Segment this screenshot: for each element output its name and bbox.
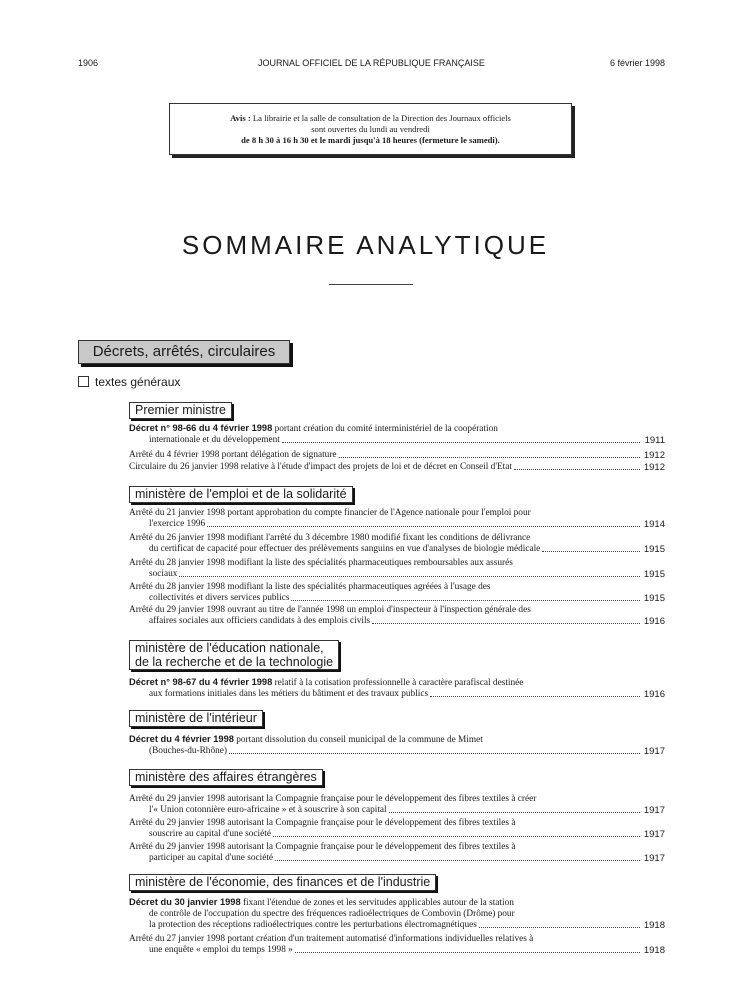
list-item: Décret du 4 février 1998 portant dissolution du conseil municipal de la commune de Mimet (Bouches-du-Rhône) 1917 (129, 734, 665, 757)
list-item: Décret n° 98-66 du 4 février 1998 portant création du comité interministériel de la coopération internationale et du développement 1911 (129, 423, 665, 446)
list-item: Arrêté du 29 janvier 1998 autorisant la Compagnie française pour le développement des fibres textiles à souscrire au capital d'une société 1917 (129, 818, 665, 840)
page-ref: 1915 (643, 593, 665, 604)
ministry-heading-economie: ministère de l'économie, des finances et de l'industrie (129, 874, 436, 891)
page-ref: 1911 (644, 435, 665, 446)
page-ref: 1916 (643, 689, 665, 700)
list-item: Arrêté du 29 janvier 1998 ouvrant au titre de l'année 1998 un emploi d'inspecteur à l'inspection générale des affaires sociales aux officiers candidats à des emplois civils 1916 (129, 605, 665, 627)
page-ref: 1914 (643, 519, 665, 530)
section-heading: Décrets, arrêtés, circulaires (78, 340, 290, 364)
page-ref: 1918 (643, 920, 665, 931)
notice-line-2: sont ouvertes du lundi au vendredi (311, 124, 430, 134)
list-item: Décret du 30 janvier 1998 fixant l'étendue de zones et les servitudes applicables autour de la station de contrôle de l'occupation du spectre des fréquences radioélectriques de Combovin (Drôme) pour la protection des réceptions radioélectriques contre les perturbations électromagnétiques 1918 (129, 897, 665, 931)
ministry-heading-education: ministère de l'éducation nationale, de la recherche et de la technologie (129, 640, 339, 670)
list-item: Arrêté du 26 janvier 1998 modifiant l'arrêté du 3 décembre 1980 modifié fixant les conditions de délivrance du certificat de capacité pour effectuer des prélèvements sanguins en vue d'analyses de biologie médicale 1915 (129, 533, 665, 555)
page-ref: 1912 (643, 450, 665, 461)
ministry-heading-interieur: ministère de l'intérieur (129, 710, 263, 727)
checkbox-square-icon (78, 376, 89, 387)
page-ref: 1915 (643, 569, 665, 580)
ministry-heading-premier-ministre: Premier ministre (129, 402, 232, 419)
notice-line-1: Avis : La librairie et la salle de consultation de la Direction des Journaux officiels (230, 113, 511, 123)
list-item: Arrêté du 28 janvier 1998 modifiant la liste des spécialités pharmaceutiques agréées à l'usage des collectivités et divers services publics 1915 (129, 582, 665, 604)
page-ref: 1918 (643, 945, 665, 956)
page-ref: 1917 (643, 829, 665, 840)
page-ref: 1912 (643, 462, 665, 473)
list-item: Circulaire du 26 janvier 1998 relative à l'étude d'impact des projets de loi et de décret en Conseil d'Etat 1912 (129, 462, 665, 473)
page-ref: 1915 (643, 544, 665, 555)
page-ref: 1917 (643, 853, 665, 864)
ministry-heading-affaires-etrangeres: ministère des affaires étrangères (129, 769, 323, 786)
issue-date: 6 février 1998 (609, 58, 665, 68)
list-item: Arrêté du 4 février 1998 portant délégation de signature 1912 (129, 450, 665, 461)
notice-box (169, 103, 572, 155)
list-item: Arrêté du 28 janvier 1998 modifiant la liste des spécialités pharmaceutiques remboursables aux assurés sociaux 1915 (129, 558, 665, 580)
list-item: Arrêté du 29 janvier 1998 autorisant la Compagnie française pour le développement des fibres textiles à créer l'« Union cotonnière euro-africaine » et à souscrire à son capital 1917 (129, 794, 665, 816)
notice-label: Avis : (230, 113, 251, 123)
list-item: Décret n° 98-67 du 4 février 1998 relatif à la cotisation professionnelle à caractère parafiscal destinée aux formations initiales dans les métiers du bâtiment et des travaux publics 1916 (129, 677, 665, 700)
list-item: Arrêté du 27 janvier 1998 portant création d'un traitement automatisé d'informations individuelles relatives à une enquête « emploi du temps 1998 » 1918 (129, 934, 665, 956)
ministry-heading-emploi: ministère de l'emploi et de la solidarité (129, 486, 353, 503)
list-item: Arrêté du 29 janvier 1998 autorisant la Compagnie française pour le développement des fibres textiles à participer au capital d'une société 1917 (129, 842, 665, 864)
page-ref: 1917 (643, 805, 665, 816)
list-item: Arrêté du 21 janvier 1998 portant approbation du compte financier de l'Agence nationale pour l'emploi pour l'exercice 1996 1914 (129, 508, 665, 530)
page-ref: 1916 (643, 616, 665, 627)
page-title: SOMMAIRE ANALYTIQUE (181, 230, 550, 260)
title-divider (329, 284, 413, 285)
subsection-heading: textes généraux (78, 375, 180, 389)
journal-title: JOURNAL OFFICIEL DE LA RÉPUBLIQUE FRANÇAISE (258, 58, 485, 68)
page-header (78, 58, 665, 70)
notice-line-3: de 8 h 30 à 16 h 30 et le mardi jusqu'à 18 heures (fermeture le samedi). (241, 135, 500, 145)
page-ref: 1917 (643, 746, 665, 757)
page-number: 1906 (78, 58, 99, 68)
